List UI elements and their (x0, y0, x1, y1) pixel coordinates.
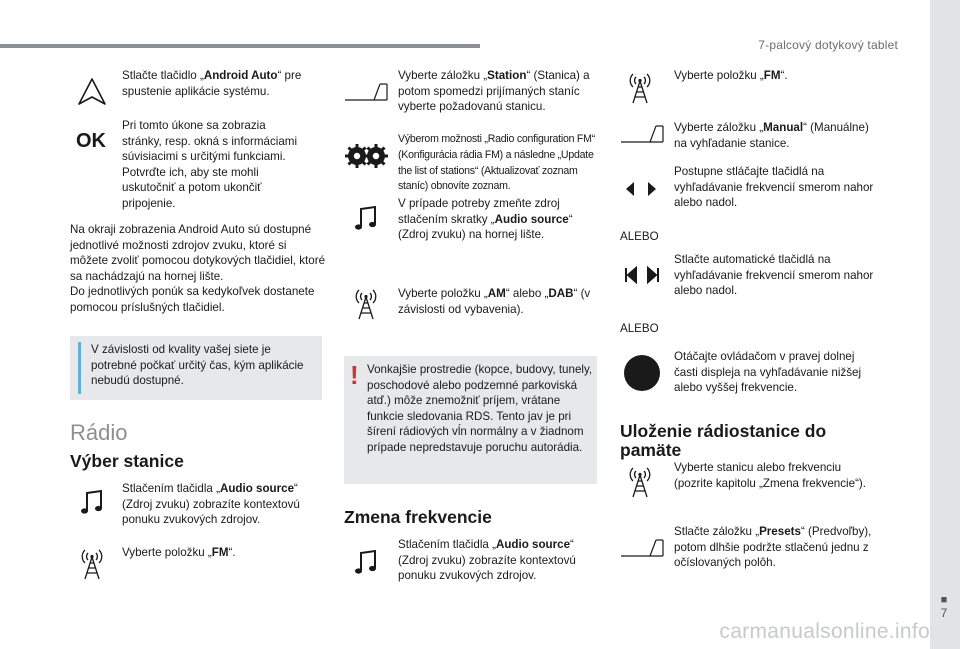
warning-note-text: Vonkajšie prostredie (kopce, budovy, tunely, poschodové alebo podzemné parkoviská atď.) môže znemožniť príjem, vrátane funkcie sledovania RDS. Tento jav je pri šírení rádiových vĺn normálny a v žiadnom prípade nepredstavuje poruchu autorádia. (367, 363, 593, 454)
antenna-icon (624, 466, 656, 498)
or-label: ALEBO (620, 230, 659, 243)
paragraph-sources: Na okraji zobrazenia Android Auto sú dostupné jednotlivé možnosti zdrojov zvuku, ktoré si môžete zvoliť pomocou dotykových tlačidiel, ktoré sa nachádzajú na hornej lište. (70, 223, 326, 283)
seek-arrows-icon (624, 180, 658, 198)
freq-audio-source-text: Stlačením tlačidla „Audio source“ (Zdroj zvuku) zobrazíte kontextovú ponuku zvukových zdrojov. (398, 538, 576, 583)
page-marker: ■ (940, 594, 948, 606)
fm-select-text: Vyberte položku „FM“. (674, 69, 788, 82)
ok-icon: OK (76, 130, 106, 152)
section-title-station: Výber stanice (70, 451, 184, 471)
section-title-frequency: Zmena frekvencie (344, 507, 492, 527)
antenna-icon (350, 288, 382, 320)
android-auto-icon (76, 76, 108, 108)
section-title-radio: Rádio (70, 420, 128, 445)
config-text: Výberom možnosti „Radio configuration FM“ (Konfigurácia rádia FM) a následne „Update the list of stations“ (Aktualizovať zoznam staníc) obnovíte zoznam. (398, 133, 595, 193)
audio-source-text: Stlačením tlačidla „Audio source“ (Zdroj zvuku) zobrazíte kontextovú ponuku zvukových zdrojov. (122, 482, 300, 527)
tab-icon (344, 82, 388, 102)
page-header-title: 7-palcový dotykový tablet (758, 38, 898, 52)
watermark: carmanualsonline.info (719, 620, 930, 643)
music-note-icon (350, 202, 382, 234)
manual-tab-text: Vyberte záložku „Manual“ (Manuálne) na vyhľadanie stanice. (674, 121, 869, 150)
auto-seek-text: Stlačte automatické tlačidlá na vyhľadávanie frekvencií smerom nahor alebo nadol. (674, 253, 874, 298)
antenna-icon (76, 548, 108, 580)
info-note (70, 336, 322, 400)
select-station-text: Vyberte stanicu alebo frekvenciu (pozrite kapitolu „Zmena frekvencie“). (674, 461, 867, 490)
warning-note (344, 356, 597, 484)
antenna-icon (624, 72, 656, 104)
seek-arrows-text: Postupne stláčajte tlačidlá na vyhľadávanie frekvencií smerom nahor alebo nadol. (674, 165, 874, 210)
fm-text: Vyberte položku „FM“. (122, 546, 236, 559)
or-label: ALEBO (620, 322, 659, 335)
page-side-tab (930, 0, 960, 649)
android-auto-paragraph (70, 222, 326, 316)
am-dab-text: Vyberte položku „AM“ alebo „DAB“ (v závislosti od vybavenia). (398, 287, 591, 316)
ok-text: Pri tomto úkone sa zobrazia stránky, resp. okná s informáciami súvisiacimi s určitými funkciami. Potvrďte ich, aby ste mohli uskutočniť a potom ukončiť pripojenie. (122, 119, 298, 210)
page-number: 7 (940, 606, 948, 620)
warning-icon: ! (350, 360, 359, 390)
tab-icon (620, 124, 664, 144)
source-change-text: V prípade potreby zmeňte zdroj stlačením skratky „Audio source“ (Zdroj zvuku) na hornej lište. (398, 197, 573, 242)
knob-text: Otáčajte ovládačom v pravej dolnej časti displeja na vyhľadávanie nižšej alebo vyššej frekvencie. (674, 350, 862, 395)
knob-icon (624, 355, 660, 391)
music-note-icon (350, 546, 382, 578)
station-tab-text: Vyberte záložku „Station“ (Stanica) a potom spomedzi prijímaných staníc vyberte požadovanú stanicu. (398, 69, 590, 114)
section-title-save: Uloženie rádiostanice do pamäte (620, 421, 827, 460)
info-icon (78, 342, 81, 394)
settings-gears-icon (344, 142, 388, 170)
presets-tab-text: Stlačte záložku „Presets“ (Predvoľby), potom dlhšie podržte stlačenú jednu z očíslovaných polôh. (674, 525, 872, 570)
tab-icon (620, 538, 664, 558)
header-rule (0, 44, 480, 48)
android-auto-text: Stlačte tlačidlo „Android Auto“ pre spustenie aplikácie systému. (122, 69, 302, 98)
info-note-text: V závislosti od kvality vašej siete je potrebné počkať určitý čas, kým aplikácie nebudú dostupné. (91, 343, 304, 388)
auto-seek-icon (624, 266, 660, 284)
paragraph-menus: Do jednotlivých ponúk sa kedykoľvek dostanete pomocou príslušných tlačidiel. (70, 285, 315, 314)
music-note-icon (76, 486, 108, 518)
